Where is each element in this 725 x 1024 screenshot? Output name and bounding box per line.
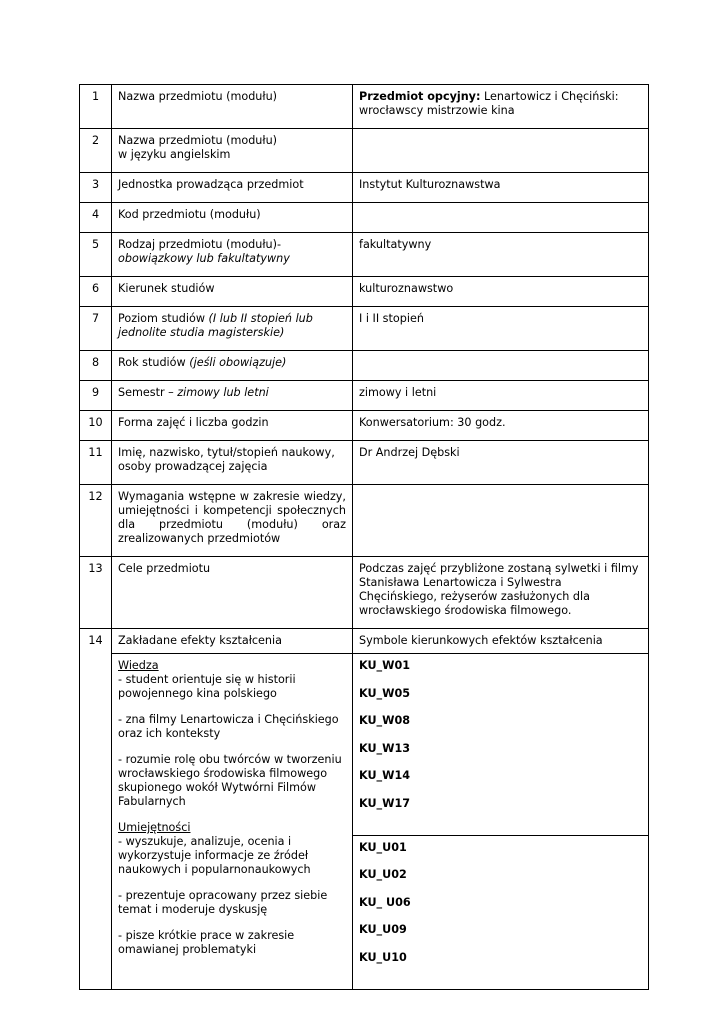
row-value	[353, 351, 649, 381]
table-row	[80, 203, 649, 233]
row-label	[112, 307, 353, 351]
outcome-code: KU_W13	[359, 741, 411, 755]
table-row	[80, 233, 649, 277]
row-label-italic: (jeśli obowiązuje)	[189, 356, 287, 369]
outcome-code: KU_W05	[359, 686, 411, 700]
table-row	[80, 85, 649, 129]
learning-outcomes-list	[112, 654, 353, 990]
table-row	[80, 441, 649, 485]
row-label-text: Rok studiów	[118, 356, 190, 369]
row-number: 5	[80, 233, 112, 277]
row-number: 13	[80, 557, 112, 629]
row-label: Nazwa przedmiotu (modułu)	[112, 85, 353, 129]
table-row	[80, 485, 649, 557]
table-row	[80, 129, 649, 173]
table-row	[80, 629, 649, 654]
row-value: zimowy i letni	[353, 381, 649, 411]
row-value: Symbole kierunkowych efektów kształcenia	[353, 629, 649, 654]
row-value: Instytut Kulturoznawstwa	[353, 173, 649, 203]
row-number: 14	[80, 629, 112, 990]
row-value	[353, 85, 649, 129]
row-label: Wymagania wstępne w zakresie wiedzy, umiejętności i kompetencji społecznych dla przedmiotu (modułu) oraz zrealizowanych przedmiotów	[112, 485, 353, 557]
row-label-text: Poziom studiów	[118, 312, 209, 325]
outcome-item: - wyszukuje, analizuje, ocenia i wykorzystuje informacje ze źródeł naukowych i popularnonaukowych	[118, 835, 311, 876]
outcome-item: - pisze krótkie prace w zakresie omawianej problematyki	[118, 929, 295, 956]
row-label-line: Nazwa przedmiotu (modułu)	[118, 134, 278, 147]
row-label-italic: zimowy lub letni	[177, 386, 269, 399]
row-label: Jednostka prowadząca przedmiot	[112, 173, 353, 203]
row-value-text: Lenartowicz i Chęciński: wrocławscy mistrzowie kina	[359, 90, 619, 117]
row-label: Zakładane efekty kształcenia	[112, 629, 353, 654]
row-label	[112, 233, 353, 277]
row-value: fakultatywny	[353, 233, 649, 277]
row-value: Dr Andrzej Dębski	[353, 441, 649, 485]
row-value	[353, 129, 649, 173]
row-value: I i II stopień	[353, 307, 649, 351]
row-label-line: Rodzaj przedmiotu (modułu)-	[118, 238, 282, 251]
spacer	[118, 701, 346, 713]
outcome-code: KU_W01	[359, 659, 411, 672]
table-row	[80, 411, 649, 441]
row-number: 12	[80, 485, 112, 557]
row-number: 6	[80, 277, 112, 307]
row-number: 2	[80, 129, 112, 173]
outcome-code: KU_U01	[359, 840, 407, 854]
row-value: Podczas zajęć przybliżone zostaną sylwetki i filmy Stanisława Lenartowicza i Sylwestra Chęcińskiego, reżyserów zasłużonych dla wrocławskiego środowiska filmowego.	[353, 557, 649, 629]
row-number: 7	[80, 307, 112, 351]
row-label-line: w języku angielskim	[118, 148, 231, 161]
row-label: Cele przedmiotu	[112, 557, 353, 629]
row-value: Konwersatorium: 30 godz.	[353, 411, 649, 441]
row-label	[112, 351, 353, 381]
outcome-code: KU_U02	[359, 868, 407, 882]
table-row	[80, 307, 649, 351]
table-row	[80, 557, 649, 629]
outcome-code: KU_W08	[359, 714, 411, 728]
outcome-item: - rozumie rolę obu twórców w tworzeniu wrocławskiego środowiska filmowego skupionego wokół Wytwórni Filmów Fabularnych	[118, 753, 342, 808]
row-number: 11	[80, 441, 112, 485]
row-value: kulturoznawstwo	[353, 277, 649, 307]
row-number: 9	[80, 381, 112, 411]
row-number: 10	[80, 411, 112, 441]
outcome-code: KU_ U06	[359, 895, 411, 909]
row-label-italic: (I lub II stopień lub jednolite studia magisterskie)	[118, 312, 313, 339]
knowledge-codes	[353, 654, 649, 836]
row-value	[353, 485, 649, 557]
row-label: Kierunek studiów	[112, 277, 353, 307]
row-label	[112, 381, 353, 411]
row-number: 8	[80, 351, 112, 381]
outcome-item: - prezentuje opracowany przez siebie temat i moderuje dyskusję	[118, 889, 328, 916]
outcome-code: KU_U09	[359, 923, 407, 937]
spacer	[118, 809, 346, 821]
outcome-item: - zna filmy Lenartowicza i Chęcińskiego oraz ich konteksty	[118, 713, 339, 740]
table-row	[80, 351, 649, 381]
skills-heading: Umiejętności	[118, 821, 191, 834]
row-label: Kod przedmiotu (modułu)	[112, 203, 353, 233]
row-label: Imię, nazwisko, tytuł/stopień naukowy, osoby prowadzącej zajęcia	[112, 441, 353, 485]
row-value-bold: Przedmiot opcyjny:	[359, 90, 481, 103]
skills-codes	[353, 835, 649, 989]
table-row	[80, 277, 649, 307]
table-row	[80, 381, 649, 411]
outcome-code: KU_W14	[359, 769, 411, 783]
row-label: Forma zajęć i liczba godzin	[112, 411, 353, 441]
outcome-code: KU_U10	[359, 950, 407, 964]
row-number: 4	[80, 203, 112, 233]
knowledge-heading: Wiedza	[118, 659, 159, 672]
spacer	[118, 877, 346, 889]
learning-outcomes-row	[80, 654, 649, 836]
table-row	[80, 173, 649, 203]
row-number: 1	[80, 85, 112, 129]
course-syllabus-table	[79, 84, 649, 990]
spacer	[118, 741, 346, 753]
row-label	[112, 129, 353, 173]
row-value	[353, 203, 649, 233]
row-label-italic: obowiązkowy lub fakultatywny	[118, 252, 290, 265]
spacer	[118, 917, 346, 929]
outcome-item: - student orientuje się w historii powojennego kina polskiego	[118, 673, 296, 700]
row-number: 3	[80, 173, 112, 203]
outcome-code: KU_W17	[359, 796, 411, 810]
row-label-text: Semestr –	[118, 386, 178, 399]
